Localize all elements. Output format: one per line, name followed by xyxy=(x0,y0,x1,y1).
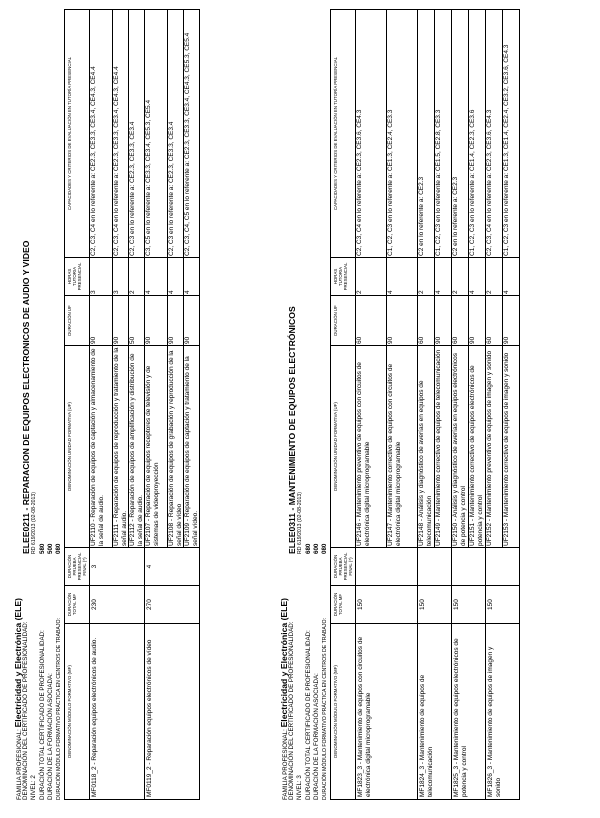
mf-duracion: 150 xyxy=(356,586,418,624)
table-row xyxy=(418,10,452,800)
uf-name: UF2109 - Reparación de equipos de captación y tratamiento de la señal vídeo. xyxy=(184,356,199,546)
familia-value: Electricidad y Electrónica (ELE) xyxy=(279,597,289,728)
col-header-capacidades: CAPACIDADES Y CRITERIOS DE EVALUACIÓN EN TUTORÍA PRESENCIAL xyxy=(65,10,90,258)
cert-name: - MANTENIMIENTO DE EQUIPOS ELECTRÓNICOS xyxy=(287,306,298,513)
uf-name: UF2108 - Reparación de equipos de grabación y reproducción de la señal de vídeo xyxy=(168,346,184,547)
uf-horas-value: 4 xyxy=(387,290,395,294)
mf-name: MF1826_3 - Mantenimiento de equipos de imagen y sonido xyxy=(486,624,520,800)
mf-name: MF0118_2 - Reparación equipos electrónicos de audio. xyxy=(90,624,145,800)
uf-names xyxy=(356,346,418,548)
mf-prueba xyxy=(452,548,486,586)
uf-horas xyxy=(486,258,520,296)
col-header-duracion-mf: DURACIÓN TOTAL MF xyxy=(65,586,90,624)
uf-capacidad: C1, C2, C3 en lo referente a: CE1.3, CE2.4, CE3.3 xyxy=(387,109,395,256)
uf-names xyxy=(418,346,452,548)
uf-name: UF2147 - Mantenimiento correctivo de equipos con circuitos de electrónica digital microprogramable xyxy=(387,363,402,546)
cert-code: ELEE0211 xyxy=(21,512,32,554)
uf-duracion: 90 xyxy=(503,336,511,344)
uf-name: UF2112 - Reparación de equipos de amplificación y distribución de la señal de audio. xyxy=(129,353,144,546)
modules-table xyxy=(64,9,200,800)
uf-capacidades xyxy=(452,10,486,258)
table-row xyxy=(452,10,486,800)
section-elee0311 xyxy=(280,10,520,800)
uf-name: UF2148 - Análisis y diagnóstico de averías en equipos de telecomunicación xyxy=(418,346,435,547)
uf-capacidades xyxy=(145,10,200,258)
mf-name: MF1824_3 - Mantenimiento de equipos de telecomunicación xyxy=(418,624,452,800)
table-row xyxy=(90,10,145,800)
uf-horas-value: 3 xyxy=(113,258,129,295)
denominacion-label: DENOMINACIÓN DEL CERTIFICADO DE PROFESIONALIDAD: xyxy=(22,621,30,800)
uf-horas-value: 2 xyxy=(486,258,503,295)
cert-name: - REPARACION DE EQUIPOS ELECTRONICOS DE AUDIO Y VIDEO xyxy=(21,240,32,513)
uf-duracion: 90 xyxy=(435,336,443,344)
mf-duracion: 230 xyxy=(90,586,145,624)
uf-duracion: 90 xyxy=(168,296,184,345)
uf-duracion: 60 xyxy=(486,296,503,345)
uf-capacidad: C2, C3, C4, C5 en lo referente a: CE2.3, CE3.3, CE3.4, CE4.3, CE5.3, CE5.4 xyxy=(184,32,192,256)
table-row xyxy=(486,10,520,800)
mf-prueba: 3 xyxy=(90,548,145,586)
uf-duracion: 60 xyxy=(356,296,387,345)
uf-capacidad: C1, C2, C3 en lo referente a: CE1.4, CE2.3, CE3.6 xyxy=(469,109,477,256)
section-elee0211 xyxy=(14,10,200,800)
uf-capacidad: C2, C3, C4 en lo referente a: CE2.3, CE3.6, CE4.3 xyxy=(356,10,387,257)
uf-horas-value: 2 xyxy=(452,258,469,295)
uf-horas xyxy=(145,258,200,296)
familia-label: FAMILIA PROFESIONAL: xyxy=(282,729,289,800)
uf-horas-value: 2 xyxy=(129,290,137,294)
uf-horas xyxy=(452,258,486,296)
uf-duracion: 90 xyxy=(469,336,477,344)
uf-capacidad: C1, C2, C3 en lo referente a: CE1.5, CE2.8, CE3.3 xyxy=(435,109,443,256)
uf-capacidad: C2, C3, C4 en lo referente a: CE2.3, CE3.3, CE3.4, CE4.3, CE4.4 xyxy=(90,10,113,257)
mf-prueba: 4 xyxy=(145,548,200,586)
uf-duraciones xyxy=(90,296,145,346)
uf-horas xyxy=(418,258,452,296)
uf-name: UF2149 - Mantenimiento correctivo de equipos de telecomunicación xyxy=(435,349,443,546)
uf-capacidad: C2 en lo referente a: CE2.3 xyxy=(452,10,469,257)
uf-capacidad: C2 en lo referente a: CE2.3 xyxy=(418,10,435,257)
uf-names xyxy=(90,346,145,548)
mf-duracion: 150 xyxy=(486,586,520,624)
uf-duracion: 90 xyxy=(90,296,113,345)
uf-horas xyxy=(90,258,145,296)
uf-names xyxy=(486,346,520,548)
mf-prueba xyxy=(418,548,452,586)
uf-name: UF2110 - Reparación de equipos de captación y almacenamiento de la señal de audio. xyxy=(90,346,113,547)
uf-name: UF2152 - Mantenimiento preventivo de equipos de imagen y sonido xyxy=(486,346,503,547)
cert-code: ELEE0311 xyxy=(287,512,298,554)
uf-capacidades xyxy=(356,10,418,258)
uf-capacidad: C2, C3 en lo referente a: CE2.3, CE3.3, CE3.4 xyxy=(168,10,184,257)
mf-name: MF1825_3 - Mantenimiento de equipos electrónicos de potencia y control xyxy=(452,624,486,800)
cert-title xyxy=(22,241,30,554)
nivel-label: NIVEL: 2 xyxy=(30,775,38,800)
mf-duracion: 150 xyxy=(418,586,452,624)
uf-capacidad: C2, C3, C4 en lo referente a: CE2.3, CE3.3, CE3.4, CE4.3, CE4.4 xyxy=(113,10,129,257)
uf-horas-value: 4 xyxy=(168,258,184,295)
uf-name: UF2151 - Mantenimiento correctivo de equipos electrónicos de potencia y control xyxy=(469,365,484,546)
uf-duracion: 60 xyxy=(418,296,435,345)
uf-names xyxy=(452,346,486,548)
duracion-formacion-label: DURACIÓN DE LA FORMACIÓN ASOCIADA: xyxy=(46,673,54,800)
uf-duracion: 90 xyxy=(113,296,129,345)
familia-value: Electricidad y Electrónica (ELE) xyxy=(13,597,23,728)
col-header-uf: DENOMINACIÓN UNIDAD FORMATIVA (UF) xyxy=(331,346,356,548)
rd-reference: RD 619/2013 (02-08-2013) xyxy=(31,491,38,554)
mf-prueba xyxy=(486,548,520,586)
mf-duracion: 150 xyxy=(452,586,486,624)
uf-capacidad: C3, C5 en lo referente a: CE3.3, CE3.4, CE5.3, CE5.4 xyxy=(145,10,168,257)
uf-horas-value: 3 xyxy=(90,258,113,295)
uf-horas-value: 4 xyxy=(435,290,443,294)
duracion-practica-label: DURACIÓN MÓDULO FORMATIVO PRÁCTICA EN CENTROS DE TRABAJO: xyxy=(55,618,62,800)
col-header-prueba: DURACIÓN PRUEBA PRESENCIAL FINAL (*) xyxy=(331,548,356,586)
duracion-practica-value: 080 xyxy=(320,543,328,554)
uf-name: UF2150 - Análisis y diagnóstico de averías en equipos electrónicos de potencia y control xyxy=(452,346,469,547)
col-header-duracion-mf: DURACIÓN TOTAL MF xyxy=(331,586,356,624)
denominacion-label: DENOMINACIÓN DEL CERTIFICADO DE PROFESIONALIDAD: xyxy=(288,621,296,800)
duracion-practica-label: DURACIÓN MÓDULO FORMATIVO PRÁCTICA EN CENTROS DE TRABAJO: xyxy=(321,618,328,800)
cert-title xyxy=(288,306,296,554)
uf-name: UF2146 - Mantenimiento preventivo de equipos con circuitos de electrónica digital microprogramable xyxy=(356,346,387,547)
col-header-capacidades: CAPACIDADES Y CRITERIOS DE EVALUACIÓN EN TUTORÍA PRESENCIAL xyxy=(331,10,356,258)
uf-horas-value: 4 xyxy=(184,290,192,294)
table-header-row xyxy=(65,10,90,800)
rd-reference: RD 619/2013 (02-08-2013) xyxy=(297,491,304,554)
modules-table xyxy=(330,9,520,800)
uf-capacidades xyxy=(486,10,520,258)
col-header-mf: DENOMINACIÓN MÓDULO FORMATIVO (MF) xyxy=(65,624,90,800)
uf-horas-value: 4 xyxy=(469,290,477,294)
duracion-practica-value: 080 xyxy=(54,543,62,554)
uf-capacidad: C2, C3 en lo referente a: CE2.3, CE3.3, CE3.4 xyxy=(129,121,137,256)
mf-prueba xyxy=(356,548,418,586)
uf-capacidades xyxy=(418,10,452,258)
uf-duracion: 60 xyxy=(452,296,469,345)
uf-duraciones xyxy=(486,296,520,346)
uf-capacidad: C2, C3, C4 en lo referente a: CE2.3, CE3.6, CE4.3 xyxy=(486,10,503,257)
section-header xyxy=(280,10,329,800)
uf-duracion: 90 xyxy=(145,296,168,345)
section-header xyxy=(14,10,63,800)
uf-name: UF2107 - Reparación de equipos receptores de televisión y de sistemas de videoproyección xyxy=(145,346,168,547)
uf-horas xyxy=(356,258,418,296)
duracion-formacion-label: DURACIÓN DE LA FORMACIÓN ASOCIADA: xyxy=(312,673,320,800)
table-header-row xyxy=(331,10,356,800)
table-row xyxy=(145,10,200,800)
mf-name: MF1823_3 - Mantenimiento de equipos con circuitos de electrónica digital microprogramable xyxy=(356,624,418,800)
uf-horas-value: 4 xyxy=(503,290,511,294)
uf-duraciones xyxy=(418,296,452,346)
col-header-horas: HORAS TUTORIA PRESENCIAL xyxy=(65,258,90,296)
uf-duraciones xyxy=(145,296,200,346)
col-header-prueba: DURACIÓN PRUEBA PRESENCIAL FINAL (*) xyxy=(65,548,90,586)
duracion-formacion-value: 500 xyxy=(46,543,54,554)
col-header-duracion-uf: DURACIÓN UF xyxy=(65,296,90,346)
col-header-uf: DENOMINACIÓN UNIDAD FORMATIVA (UF) xyxy=(65,346,90,548)
uf-horas-value: 2 xyxy=(418,258,435,295)
familia-label: FAMILIA PROFESIONAL: xyxy=(16,729,23,800)
uf-capacidad: C1, C2, C3 en lo referente a: CE1.3, CE1.4, CE2.4, CE3.2, CE3.6, CE4.3 xyxy=(503,44,511,256)
nivel-label: NIVEL: 3 xyxy=(296,775,304,800)
uf-horas-value: 2 xyxy=(356,258,387,295)
uf-name: UF2111 - Reparación de equipos de reproducción y tratamiento de la señal audio. xyxy=(113,347,128,546)
duracion-total-label: DURACIÓN TOTAL CERTIFICADO DE PROFESIONALIDAD: xyxy=(304,630,312,800)
duracion-total-value: 580 xyxy=(38,543,46,554)
uf-names xyxy=(145,346,200,548)
duracion-formacion-value: 600 xyxy=(312,543,320,554)
table-row xyxy=(356,10,418,800)
uf-duraciones xyxy=(452,296,486,346)
uf-duracion: 50 xyxy=(129,336,137,344)
uf-duracion: 90 xyxy=(387,336,395,344)
col-header-horas: HORAS TUTORIA PRESENCIAL xyxy=(331,258,356,296)
mf-name: MF0119_2 - Reparación equipos electrónicos de vídeo xyxy=(145,624,200,800)
uf-name: UF2153 - Mantenimiento correctivo de equipos de imagen y sonido xyxy=(503,352,511,546)
uf-capacidades xyxy=(90,10,145,258)
col-header-duracion-uf: DURACIÓN UF xyxy=(331,296,356,346)
uf-horas-value: 4 xyxy=(145,258,168,295)
uf-duracion: 90 xyxy=(184,336,192,344)
duracion-total-label: DURACIÓN TOTAL CERTIFICADO DE PROFESIONALIDAD: xyxy=(38,630,46,800)
uf-duraciones xyxy=(356,296,418,346)
mf-duracion: 270 xyxy=(145,586,200,624)
col-header-mf: DENOMINACIÓN MÓDULO FORMATIVO (MF) xyxy=(331,624,356,800)
duracion-total-value: 680 xyxy=(304,543,312,554)
